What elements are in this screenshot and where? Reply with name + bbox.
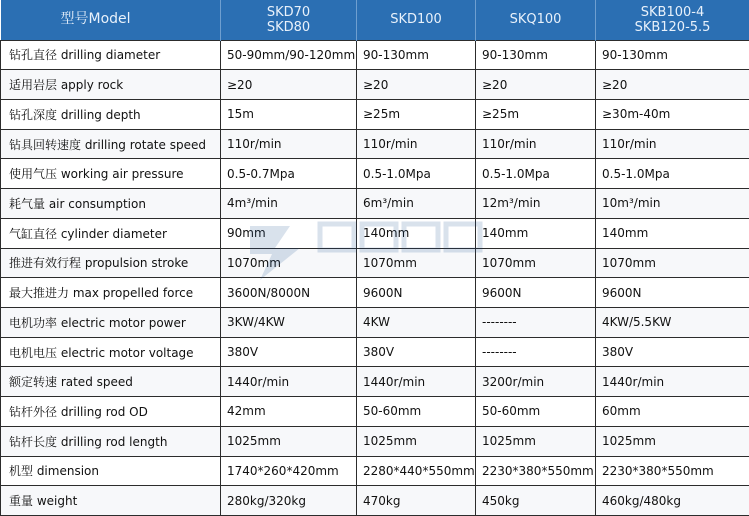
table-row [1,486,749,516]
spec-value-cell: 1070mm [476,248,596,278]
spec-value-cell: 90-130mm [476,40,596,70]
spec-value-cell: -------- [476,337,596,367]
parameter-label: 额定转速 rated speed [1,367,221,397]
spec-value-cell: 140mm [596,218,749,248]
table-row [1,70,749,100]
spec-value-cell: 380V [357,337,476,367]
column-header-skb100-skb120 [596,0,749,40]
parameter-label: 气缸直径 cylinder diameter [1,218,221,248]
column-header-line: SKB100-4 [640,4,705,20]
spec-value-cell: 1440r/min [221,367,357,397]
spec-value-cell: 2230*380*550mm [596,456,749,486]
spec-value-cell: 0.5-1.0Mpa [357,159,476,189]
spec-value-cell: 2280*440*550mm [357,456,476,486]
spec-value-cell: ≥20 [596,70,749,100]
table-row [1,456,749,486]
spec-value-cell: 110r/min [357,129,476,159]
spec-value-cell: 0.5-1.0Mpa [476,159,596,189]
table-row [1,367,749,397]
column-header-skq100 [476,0,596,40]
table-row [1,40,749,70]
spec-value-cell: 1025mm [221,426,357,456]
parameter-label: 钻具回转速度 drilling rotate speed [1,129,221,159]
parameter-label: 使用气压 working air pressure [1,159,221,189]
spec-value-cell: 3600N/8000N [221,278,357,308]
table-row [1,159,749,189]
spec-value-cell: ≥20 [221,70,357,100]
spec-value-cell: 1025mm [476,426,596,456]
parameter-label: 电机电压 electric motor voltage [1,337,221,367]
parameter-label: 最大推进力 max propelled force [1,278,221,308]
column-header-line: SKB120-5.5 [634,19,711,35]
header-row [1,0,749,40]
spec-value-cell: 110r/min [476,129,596,159]
spec-value-cell: 110r/min [596,129,749,159]
spec-value-cell: 90-130mm [596,40,749,70]
table-row [1,397,749,427]
table-row [1,129,749,159]
spec-value-cell: 50-60mm [357,397,476,427]
spec-value-cell: 90-130mm [357,40,476,70]
spec-value-cell: 60mm [596,397,749,427]
spec-value-cell: 6m³/min [357,189,476,219]
parameter-label: 耗气量 air consumption [1,189,221,219]
table-row [1,426,749,456]
spec-value-cell: 4KW [357,307,476,337]
spec-value-cell: 470kg [357,486,476,516]
column-header-skd100 [357,0,476,40]
column-header-line: SKD80 [266,19,311,35]
spec-value-cell: 140mm [357,218,476,248]
spec-value-cell: 1025mm [357,426,476,456]
table-row [1,189,749,219]
table-body [1,40,749,516]
spec-value-cell: 3200r/min [476,367,596,397]
spec-value-cell: 10m³/min [596,189,749,219]
spec-value-cell: 0.5-1.0Mpa [596,159,749,189]
spec-value-cell: 9600N [357,278,476,308]
spec-value-cell: 2230*380*550mm [476,456,596,486]
spec-value-cell: 50-60mm [476,397,596,427]
spec-value-cell: 450kg [476,486,596,516]
spec-value-cell: 0.5-0.7Mpa [221,159,357,189]
spec-value-cell: ≥20 [476,70,596,100]
spec-value-cell: 4m³/min [221,189,357,219]
table-row [1,337,749,367]
spec-value-cell: 140mm [476,218,596,248]
spec-value-cell: 9600N [596,278,749,308]
spec-value-cell: 12m³/min [476,189,596,219]
spec-value-cell: 50-90mm/90-120mm [221,40,357,70]
spec-value-cell: 9600N [476,278,596,308]
column-header-skd70-skd80 [221,0,357,40]
spec-value-cell: -------- [476,307,596,337]
spec-value-cell: 3KW/4KW [221,307,357,337]
table-row [1,218,749,248]
column-header-line: SKD70 [266,4,311,20]
spec-value-cell: 1070mm [221,248,357,278]
parameter-label: 钻孔深度 drilling depth [1,99,221,129]
parameter-label: 机型 dimension [1,456,221,486]
spec-value-cell: 90mm [221,218,357,248]
spec-value-cell: 460kg/480kg [596,486,749,516]
spec-value-cell: 280kg/320kg [221,486,357,516]
spec-value-cell: 1440r/min [357,367,476,397]
table-row [1,248,749,278]
spec-value-cell: 1740*260*420mm [221,456,357,486]
column-header-line: SKQ100 [509,12,562,28]
spec-value-cell: 42mm [221,397,357,427]
spec-value-cell: ≥20 [357,70,476,100]
spec-value-cell: 1440r/min [596,367,749,397]
parameter-label: 钻孔直径 drilling diameter [1,40,221,70]
spec-value-cell: 1025mm [596,426,749,456]
parameter-label: 钻杆长度 drilling rod length [1,426,221,456]
parameter-label: 电机功率 electric motor power [1,307,221,337]
spec-value-cell: 1070mm [596,248,749,278]
spec-value-cell: ≥25m [476,99,596,129]
model-header: 型号Model [1,0,221,40]
parameter-label: 适用岩层 apply rock [1,70,221,100]
spec-value-cell: ≥30m-40m [596,99,749,129]
spec-value-cell: 4KW/5.5KW [596,307,749,337]
spec-value-cell: 1070mm [357,248,476,278]
table-row [1,278,749,308]
spec-value-cell: 110r/min [221,129,357,159]
spec-value-cell: 380V [221,337,357,367]
parameter-label: 重量 weight [1,486,221,516]
column-header-line: SKD100 [390,12,442,28]
table-row [1,99,749,129]
spec-value-cell: ≥25m [357,99,476,129]
spec-value-cell: 15m [221,99,357,129]
parameter-label: 推进有效行程 propulsion stroke [1,248,221,278]
parameter-label: 钻杆外径 drilling rod OD [1,397,221,427]
spec-value-cell: 380V [596,337,749,367]
table-row [1,307,749,337]
